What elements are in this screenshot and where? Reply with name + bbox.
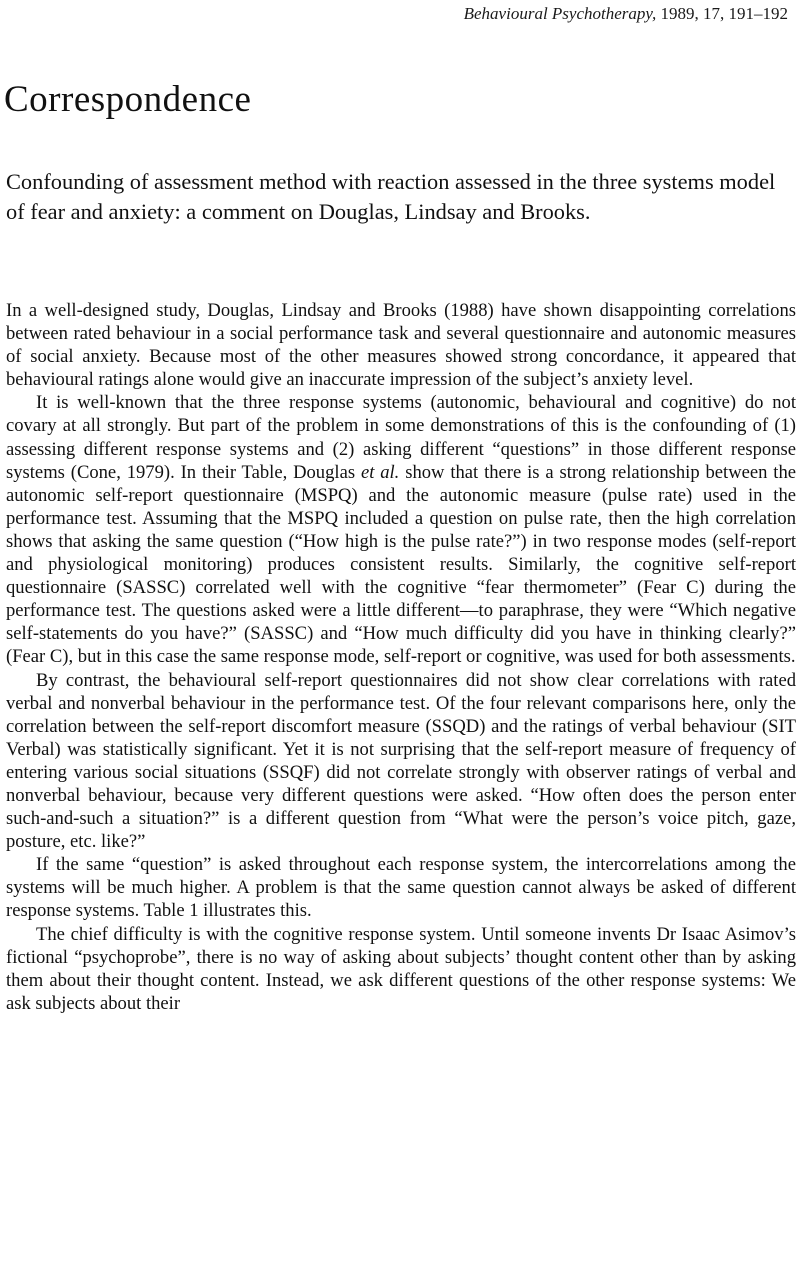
paragraph-5: The chief difficulty is with the cognitive response system. Until someone invents Dr Isaac Asimov’s fictional “psychoprobe”, there is no way of asking about subjects’ thought content other than by asking them about their thought content. Instead, we ask different questions of the other response systems: We ask subjects about their: [6, 923, 796, 1014]
running-head: [464, 4, 788, 24]
journal-name: Behavioural Psychotherapy,: [463, 4, 657, 23]
paragraph-4: If the same “question” is asked throughout each response system, the intercorrelations among the systems will be much higher. A problem is that the same question cannot always be asked of different response systems. Table 1 illustrates this.: [6, 854, 796, 922]
citation: 1989, 17, 191–192: [656, 4, 788, 23]
paragraph-3: By contrast, the behavioural self-report questionnaires did not show clear correlations with rated verbal and nonverbal behaviour in the performance test. Of the four relevant comparisons here, only the correlation between the self-report discomfort measure (SSQD) and the ratings of verbal behaviour (SIT Verbal) was statistically significant. Yet it is not surprising that the self-report measure of frequency of entering various social situations (SSQF) did not correlate strongly with observer ratings of verbal and nonverbal behaviour, because very different questions were asked. “How often does the person enter such-and-such a situation?” is a different question from “What were the person’s voice pitch, gaze, posture, etc. like?”: [6, 669, 796, 853]
article-title: Confounding of assessment method with reaction assessed in the three systems model of fear and anxiety: a comment on Douglas, Lindsay and Brooks.: [6, 169, 776, 224]
section-title: Correspondence: [4, 79, 252, 120]
paragraph-2: It is well-known that the three response systems (autonomic, behavioural and cognitive) do not covary at all strongly. But part of the problem in some demonstrations of this is the confounding of (1) assessing different response systems and (2) asking different “questions” in those different response systems (Cone, 1979). In their Table, Douglas et al. show that there is a strong relationship between the autonomic self-report questionnaire (MSPQ) and the autonomic measure (pulse rate) used in the performance test. Assuming that the MSPQ included a question on pulse rate, then the high correlation shows that asking the same question (“How high is the pulse rate?”) in two response modes (self-report and physiological monitoring) produces consistent results. Similarly, the cognitive self-report questionnaire (SASSC) correlated well with the cognitive “fear thermometer” (Fear C) during the performance test. The questions asked were a little different—to paraphrase, they were “Which negative self-statements do you have?” (SASSC) and “How much difficulty did you have in thinking clearly?” (Fear C), but in this case the same response mode, self-report or cognitive, was used for both assessments.: [6, 392, 796, 668]
paragraph-1: In a well-designed study, Douglas, Lindsay and Brooks (1988) have shown disappointing correlations between rated behaviour in a social performance task and several questionnaire and autonomic measures of social anxiety. Because most of the other measures showed strong concordance, it appeared that behavioural ratings alone would give an inaccurate impression of the subject’s anxiety level.: [6, 300, 796, 391]
article-body: [6, 299, 796, 1015]
